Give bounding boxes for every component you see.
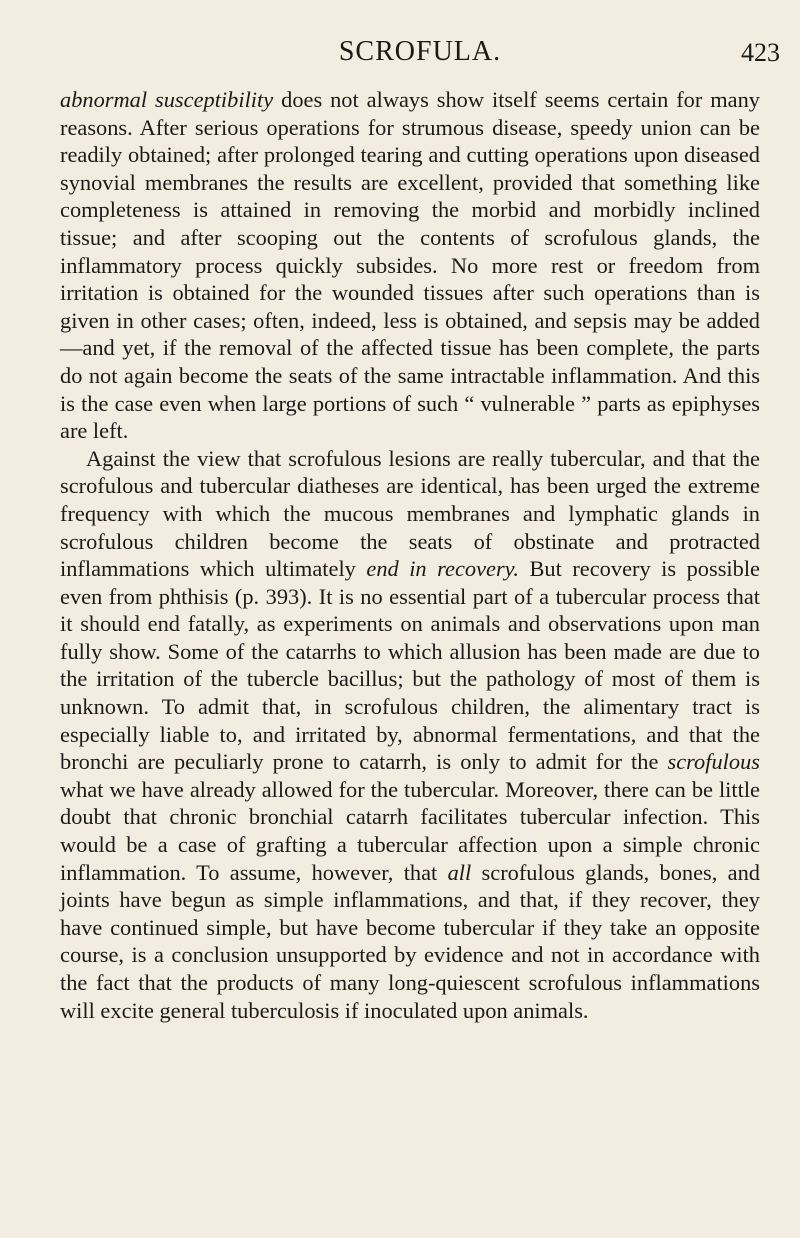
text-segment: end in recovery. [366,556,519,582]
page-number: 423 [741,38,780,67]
text-segment: all [447,859,472,885]
running-title: SCROFULA. [338,36,502,67]
text-segment: what we have already allowed for the tubercular. Moreover, there can be little doubt that chronic bronchial catarrh facilitates tubercular infection. This would be a case of grafting a tubercular affection upon a simple chronic inflammation. To assume, however, that [60,776,760,885]
page-header [60,36,780,76]
text-segment: But recovery is possible even from phthisis (p. 393). It is no essential part of a tubercular process that it should end fatally, as experiments on animals and observations upon man fully show. Some of the catarrhs to which allusion has been made are due to the irritation of the tubercle bacillus; but the pathology of most of them is unknown. To admit that, in scrofulous children, the alimentary tract is especially liable to, and irritated by, abnormal fermentations, and that the bronchi are peculiarly prone to catarrh, is only to admit for the [60,556,760,775]
text-segment: does not always show itself seems certain for many reasons. After serious operations for strumous disease, speedy union can be readily obtained; after prolonged tearing and cutting operations upon diseased synovial membranes the results are excellent, provided that something like completeness is attained in removing the morbid and morbidly inclined tissue; and after scooping out the contents of scrofulous glands, the inflammatory process quickly subsides. No more rest or freedom from irritation is obtained for the wounded tissues after such operations than is given in other cases; often, indeed, less is obtained, and sepsis may be added—and yet, if the removal of the affected tissue has been complete, the parts do not again become the seats of the same intractable inflammation. And this is the case even when large portions of such “ vulnerable ” parts as epiphyses are left. [60,87,760,444]
text-segment: scrofulous [667,749,760,775]
text-segment: abnormal susceptibility [60,87,274,112]
text-segment: Against the view that scrofulous lesions are really tubercular, and that the scrofulous and tubercular diatheses are identical, has been urged the extreme frequency with which the mucous membranes and lymphatic glands in scrofulous children become the seats of obstinate and protracted inflammations which ultimately [60,445,760,582]
paragraph-2 [60,445,760,1024]
text-segment: scrofulous glands, bones, and joints have begun as simple inflammations, and that, if they recover, they have continued simple, but have become tubercular if they take an opposite course, is a conclusion unsupported by evidence and not in accordance with the fact that the products of many long-quiescent scrofulous inflammations will excite general tuberculosis if inoculated upon animals. [60,859,760,1023]
body-text [60,86,760,1024]
paragraph-1 [60,86,760,445]
